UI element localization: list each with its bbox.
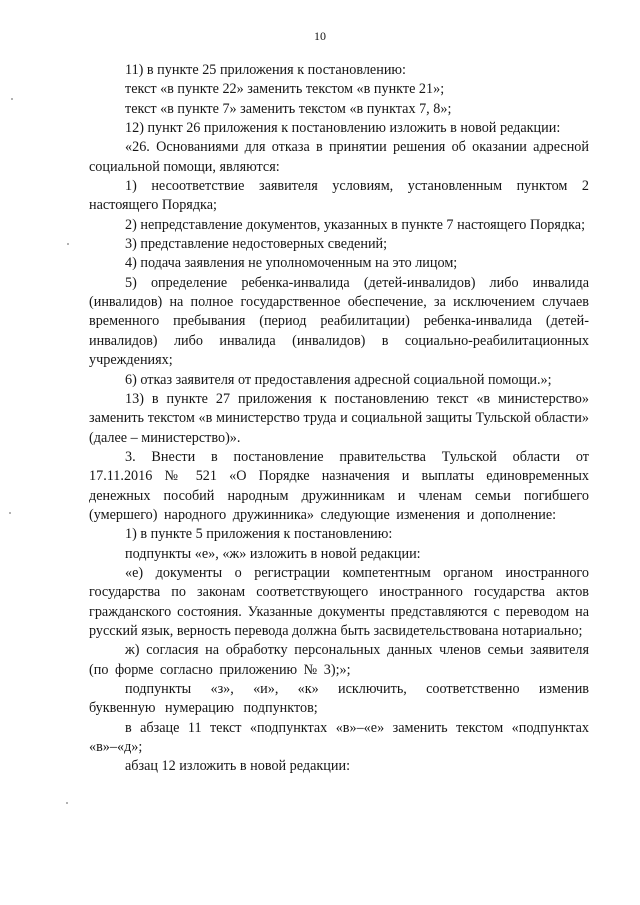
scan-speck [67, 243, 69, 245]
paragraph-text-replace-7: текст «в пункте 7» заменить текстом «в пунктах 7, 8»; [125, 100, 452, 117]
paragraph-text-replace-22: текст «в пункте 22» заменить текстом «в пункте 21»; [125, 81, 445, 98]
scan-speck [9, 512, 11, 514]
paragraph-ground-3: 3) представление недостоверных сведений; [125, 236, 388, 253]
paragraph-subitems-exclude: подпункты «з», «и», «к» исключить, соответственно изменив буквенную нумерацию подпунктов; [89, 681, 589, 717]
page-number: 10 [314, 29, 326, 43]
paragraph-ground-1: 1) несоответствие заявителя условиям, установленным пунктом 2 настоящего Порядка; [89, 178, 589, 214]
paragraph-ground-4: 4) подача заявления не уполномоченным на это лицом; [125, 255, 458, 272]
paragraph-item-11: 11) в пункте 25 приложения к постановлению: [125, 62, 406, 78]
document-body [89, 61, 589, 777]
paragraph-clause-26: «26. Основаниями для отказа в принятии решения об оказании адресной социальной помощи, являются: [89, 139, 589, 175]
paragraph-ground-6: 6) отказ заявителя от предоставления адресной социальной помощи.»; [125, 371, 552, 388]
paragraph-abzac-11: в абзаце 11 текст «подпунктах «в»–«е» заменить текстом «подпунктах «в»–«д»; [89, 719, 589, 756]
paragraph-point-5: 1) в пункте 5 приложения к постановлению: [125, 526, 393, 543]
paragraph-abzac-12: абзац 12 изложить в новой редакции: [125, 758, 351, 775]
paragraph-subitem-e: «е) документы о регистрации компетентным органом иностранного государства по законам соответствующего иностранного государства актов гражданского состояния. Указанные документы представляются с переводом на русский язык, верность перевода должна быть засвидетельствована нотариально; [89, 564, 589, 639]
paragraph-item-13: 13) в пункте 27 приложения к постановлению текст «в министерство» заменить текстом «в министерство труда и социальной защиты Тульской области» (далее – министерство)». [89, 390, 589, 446]
paragraph-subitems-e-zh: подпункты «е», «ж» изложить в новой редакции: [125, 545, 421, 562]
paragraph-subitem-zh: ж) согласия на обработку персональных данных членов семьи заявителя (по форме согласно приложению № 3);»; [89, 642, 589, 678]
paragraph-ground-5: 5) определение ребенка-инвалида (детей-инвалидов) либо инвалида (инвалидов) на полное государственное обеспечение, за исключением случаев временного пребывания (период реабилитации) ребенка-инвалида (детей-инвалидов) либо инвалида (инвалидов) в социально-реабилитационных учреждениях; [89, 274, 589, 369]
paragraph-ground-2: 2) непредставление документов, указанных в пункте 7 настоящего Порядка; [125, 216, 586, 233]
paragraph-item-12: 12) пункт 26 приложения к постановлению изложить в новой редакции: [125, 120, 561, 137]
paragraph-section-3: 3. Внести в постановление правительства Тульской области от 17.11.2016 № 521 «О Порядке назначения и выплаты единовременных денежных пособий народным дружинникам и членам семьи погибшего (умершего) народного дружинника» следующие изменения и дополнение: [89, 448, 589, 523]
scan-speck [66, 802, 68, 804]
scan-speck [11, 98, 13, 100]
